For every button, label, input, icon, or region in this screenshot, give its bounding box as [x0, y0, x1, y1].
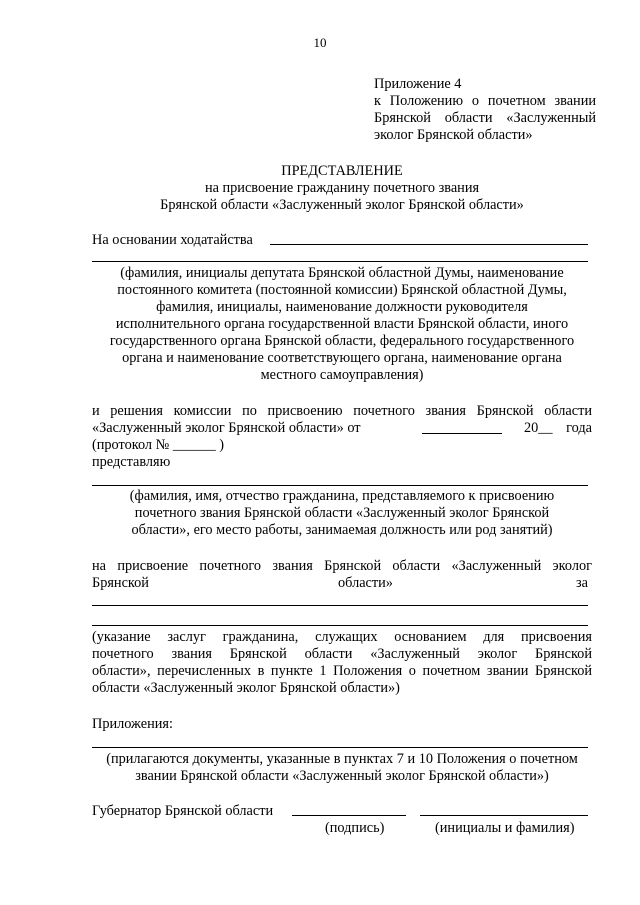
petition-blank-line — [92, 261, 588, 262]
appendix-line-4: эколог Брянской области» — [374, 127, 533, 143]
appendix-line-3: Брянской области «Заслуженный — [374, 110, 596, 126]
citizen-note-1: (фамилия, имя, отчество гражданина, представляемого к присвоению — [129, 488, 555, 504]
name-caption: (инициалы и фамилия) — [435, 820, 575, 836]
signature-blank — [292, 815, 406, 816]
document-title: ПРЕДСТАВЛЕНИЕ — [281, 163, 403, 179]
award-word-2: области» — [338, 575, 393, 591]
decision-text: «Заслуженный эколог Брянской области» от — [92, 420, 361, 436]
award-word-3: за — [576, 575, 588, 591]
subtitle-line-2: Брянской области «Заслуженный эколог Брянской области» — [160, 197, 524, 213]
award-word-1: Брянской — [92, 575, 149, 591]
petition-note-1: (фамилия, инициалы депутата Брянской областной Думы, наименование — [120, 265, 564, 281]
protocol-line: (протокол № ______ ) — [92, 437, 225, 453]
merits-blank-line-2 — [92, 625, 588, 626]
petition-note-2: постоянного комитета (постоянной комиссии) Брянской областной Думы, — [117, 282, 567, 298]
citizen-note-2: почетного звания Брянской области «Заслуженный эколог Брянской — [134, 505, 550, 521]
merits-note-1: (указание заслуг гражданина, служащих основанием для присвоения — [92, 629, 592, 645]
subtitle-line-1: на присвоение гражданину почетного звания — [204, 180, 480, 196]
award-line-1: на присвоение почетного звания Брянской области «Заслуженный эколог — [92, 558, 592, 574]
date-blank — [422, 421, 502, 434]
citizen-note-3: области», его место работы, занимаемая должность или род занятий) — [131, 522, 553, 538]
appendix-line-2: к Положению о почетном звании — [374, 93, 596, 109]
merits-note-4: области «Заслуженный эколог Брянской области») — [92, 680, 400, 696]
merits-blank-line-1 — [92, 605, 588, 606]
attachments-note-1: (прилагаются документы, указанные в пунктах 7 и 10 Положения о почетном — [106, 751, 578, 767]
attachments-note-2: звании Брянской области «Заслуженный эколог Брянской области») — [135, 768, 549, 784]
petition-blank — [270, 244, 588, 245]
signature-caption: (подпись) — [325, 820, 385, 836]
petition-note-5: государственного органа Брянской области, федерального государственного — [109, 333, 575, 349]
petition-note-4: исполнительного органа государственной власти Брянской области, иного — [115, 316, 569, 332]
petition-note-7: местного самоуправления) — [260, 367, 424, 383]
petition-note-6: органа и наименование соответствующего органа, наименование органа — [122, 350, 562, 366]
award-line-2 — [92, 575, 592, 592]
decision-line-1: и решения комиссии по присвоению почетного звания Брянской области — [92, 403, 592, 419]
present-label: представляю — [92, 454, 171, 470]
governor-label: Губернатор Брянской области — [92, 803, 274, 819]
petition-note-3: фамилия, инициалы, наименование должности руководителя — [156, 299, 528, 315]
attachments-label: Приложения: — [92, 716, 173, 732]
merits-note-2: почетного звания Брянской области «Заслуженный эколог Брянской — [92, 646, 592, 662]
name-blank — [420, 815, 588, 816]
page-number: 10 — [313, 35, 327, 50]
merits-note-3: области», перечисленных в пункте 1 Положения о почетном звании Брянской — [92, 663, 592, 679]
year-text: 20__ года — [523, 420, 592, 436]
petition-label: На основании ходатайства — [92, 232, 253, 248]
attachments-blank-line — [92, 747, 588, 748]
citizen-blank-line — [92, 485, 588, 486]
appendix-line-1: Приложение 4 — [374, 76, 462, 92]
